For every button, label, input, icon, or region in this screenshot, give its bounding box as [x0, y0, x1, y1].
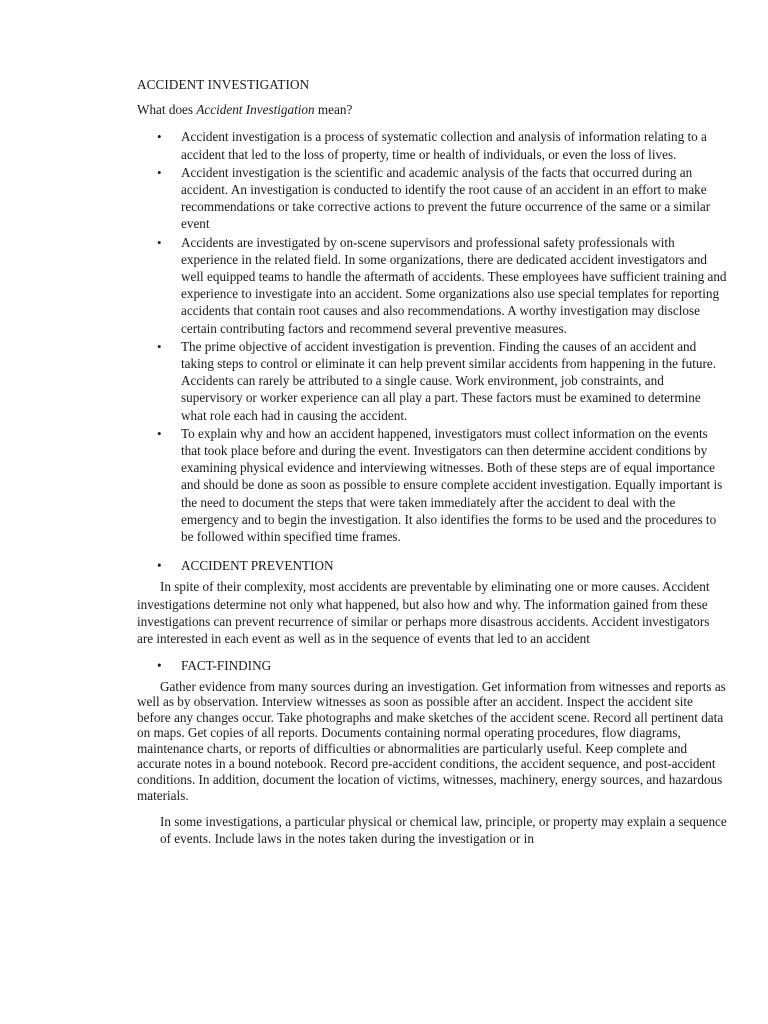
definition-list	[137, 128, 727, 545]
bullet-icon: •	[157, 558, 162, 574]
fact-finding-paragraph-2: In some investigations, a particular physical or chemical law, principle, or property may explain a sequence of events. Include laws in the notes taken during the investigation or in	[160, 814, 727, 847]
prevention-heading: ACCIDENT PREVENTION	[181, 558, 334, 574]
question-suffix: mean?	[314, 102, 353, 118]
bullet-icon: •	[157, 658, 162, 674]
definition-item: • To explain why and how an accident happened, investigators must collect information on the events that took place before and during the event. Investigators can then determine accident conditions by examining physical evidence and interviewing witnesses. Both of these steps are of equal importance and should be done as soon as possible to ensure complete accident investigation. Equally important is the need to document the steps that were taken immediately after the accident to deal with the emergency and to begin the investigation. It also identifies the forms to be used and the procedures to be followed within specified time frames.	[137, 425, 727, 545]
section-heading-prevention	[137, 557, 727, 574]
definition-item: • Accident investigation is a process of systematic collection and analysis of information relating to a accident that led to the loss of property, time or health of individuals, or even the loss of lives.	[137, 128, 727, 162]
question-prefix: What does	[137, 102, 197, 118]
fact-finding-paragraph: Gather evidence from many sources during an investigation. Get information from witnesses and reports as well as by observation. Interview witnesses as soon as possible after an accident. Inspect the accident site before any changes occur. Take photographs and make sketches of the accident scene. Record all pertinent data on maps. Get copies of all reports. Documents containing normal operating procedures, flow diagrams, maintenance charts, or reports of difficulties or abnormalities are particularly useful. Keep complete and accurate notes in a bound notebook. Record pre-accident conditions, the accident sequence, and post-accident conditions. In addition, document the location of victims, witnesses, machinery, energy sources, and hazardous materials.	[137, 678, 726, 803]
document-page	[137, 76, 727, 848]
question-line	[137, 101, 727, 118]
document-title: ACCIDENT INVESTIGATION	[137, 77, 310, 92]
fact-finding-heading: FACT-FINDING	[181, 658, 272, 674]
definition-item: • Accident investigation is the scientific and academic analysis of the facts that occurred during an accident. An investigation is conducted to identify the root cause of an accident in an effort to make recommendations or take corrective actions to prevent the future occurrence of the same or a similar event	[137, 164, 727, 233]
section-heading-fact-finding	[137, 657, 727, 674]
question-term: Accident Investigation	[196, 102, 315, 118]
prevention-paragraph: In spite of their complexity, most accidents are preventable by eliminating one or more causes. Accident investigations determine not only what happened, but also how and why. The information gained from these investigations can prevent recurrence of similar or perhaps more disastrous accidents. Accident investigators are interested in each event as well as in the sequence of events that led to an accident	[137, 579, 710, 647]
definition-item: • Accidents are investigated by on-scene supervisors and professional safety professionals with experience in the related field. In some organizations, there are dedicated accident investigators and well equipped teams to handle the aftermath of accidents. These employees have sufficient training and experience to investigate into an accident. Some organizations also use special templates for reporting accidents that contain root causes and also recommendations. A worthy investigation may disclose certain contributing factors and recommend several preventive measures.	[137, 234, 727, 337]
definition-item: • The prime objective of accident investigation is prevention. Finding the causes of an accident and taking steps to control or eliminate it can help prevent similar accidents from happening in the future. Accidents can rarely be attributed to a single cause. Work environment, job constraints, and supervisory or worker experience can all play a part. These factors must be examined to determine what role each had in causing the accident.	[137, 338, 727, 424]
